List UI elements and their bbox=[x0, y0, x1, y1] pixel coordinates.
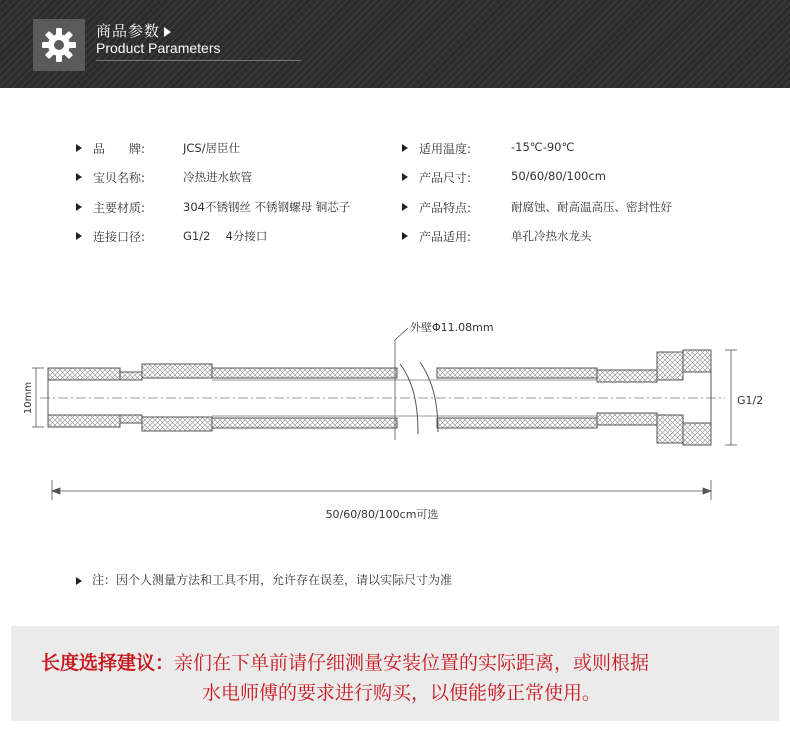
bullet-arrow-icon bbox=[76, 232, 82, 240]
bullet-arrow-icon bbox=[402, 173, 408, 181]
length-dimension bbox=[52, 480, 711, 500]
advice-label: 长度选择建议： bbox=[41, 652, 175, 674]
param-label: 连接口径: bbox=[93, 230, 146, 244]
left-dim-label: 10mm bbox=[23, 381, 34, 415]
right-fitting bbox=[597, 350, 711, 445]
param-value: 冷热进水软管 bbox=[183, 170, 252, 184]
note-text: 注：因个人测量方法和工具不用，允许存在误差，请以实际尺寸为准 bbox=[92, 573, 453, 587]
param-value: G1/2 4分接口 bbox=[183, 229, 268, 243]
bullet-arrow-icon bbox=[402, 232, 408, 240]
param-value: -15℃-90℃ bbox=[511, 140, 575, 154]
header-title-cn: 商品参数 bbox=[96, 20, 171, 41]
gear-icon bbox=[39, 25, 79, 65]
right-dimension bbox=[725, 350, 737, 445]
bullet-arrow-icon bbox=[76, 144, 82, 152]
param-label: 主要材质: bbox=[93, 201, 146, 215]
advice-text-1: 亲们在下单前请仔细测量安装位置的实际距离，或则根据 bbox=[174, 652, 650, 674]
param-label: 产品特点: bbox=[419, 201, 472, 215]
break-line bbox=[420, 362, 438, 432]
bullet-arrow-icon bbox=[402, 144, 408, 152]
advice-line-1 bbox=[41, 648, 649, 675]
bullet-arrow-icon bbox=[76, 577, 82, 585]
param-value: JCS/居臣仕 bbox=[183, 141, 241, 155]
left-fitting bbox=[48, 364, 212, 431]
gear-icon-box bbox=[33, 19, 85, 71]
param-label: 品 牌: bbox=[93, 142, 146, 156]
bullet-arrow-icon bbox=[402, 203, 408, 211]
header-banner bbox=[0, 0, 790, 88]
param-label: 宝贝名称: bbox=[93, 171, 146, 185]
param-value: 304不锈钢丝 不锈钢螺母 铜芯子 bbox=[183, 200, 351, 214]
outer-wall-label: 外壁Φ11.08mm bbox=[410, 321, 494, 334]
param-label: 适用温度: bbox=[419, 142, 472, 156]
length-advice-box bbox=[11, 626, 779, 721]
param-value: 耐腐蚀、耐高温高压、密封性好 bbox=[511, 200, 672, 214]
param-value: 50/60/80/100cm bbox=[511, 169, 606, 183]
bullet-arrow-icon bbox=[76, 203, 82, 211]
bullet-arrow-icon bbox=[76, 173, 82, 181]
param-value: 单孔冷热水龙头 bbox=[511, 229, 592, 243]
caret-right-icon bbox=[164, 27, 171, 37]
break-line bbox=[400, 364, 418, 434]
hose-diagram bbox=[0, 300, 790, 540]
header-divider bbox=[96, 60, 301, 61]
param-label: 产品尺寸: bbox=[419, 171, 472, 185]
header-title-en: Product Parameters bbox=[96, 40, 221, 56]
right-dim-label: G1/2 bbox=[737, 394, 764, 407]
product-params bbox=[0, 136, 790, 256]
length-label: 50/60/80/100cm可选 bbox=[325, 508, 439, 521]
param-label: 产品适用: bbox=[419, 230, 472, 244]
measurement-note bbox=[76, 571, 452, 588]
advice-line-2: 水电师傅的要求进行购买，以便能够正常使用。 bbox=[202, 682, 602, 704]
